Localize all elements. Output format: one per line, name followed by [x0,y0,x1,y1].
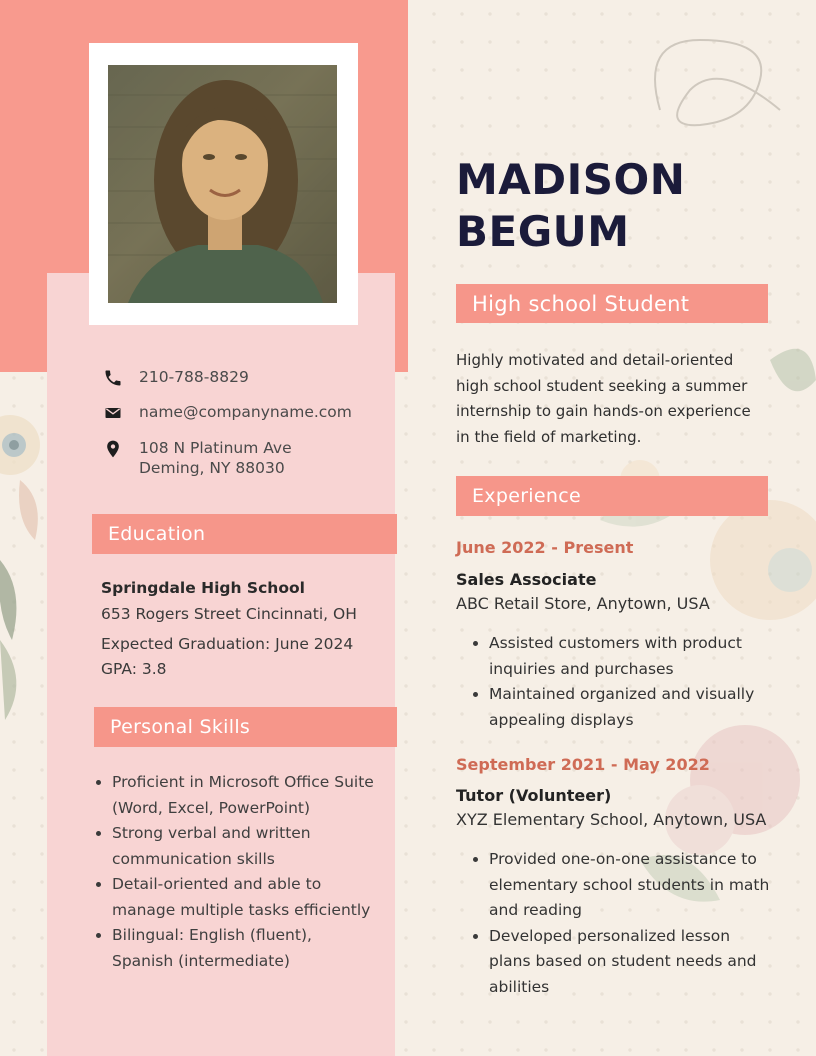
contact-email [103,402,352,423]
email-icon [103,403,123,423]
list-item: Assisted customers with product inquiries and purchases [471,631,771,682]
experience-header: Experience [456,476,768,516]
job-role: Sales Associate [456,570,597,589]
graduation-date: Expected Graduation: June 2024 [101,635,354,653]
first-name: MADISON [456,155,686,204]
contact-address [103,438,292,478]
job-company: XYZ Elementary School, Anytown, USA [456,810,767,829]
job-title: High school Student [456,284,768,323]
job-bullets [471,631,771,733]
job-company: ABC Retail Store, Anytown, USA [456,594,710,613]
candidate-name [456,154,685,258]
profile-photo-frame [89,43,358,325]
profile-photo [108,65,337,303]
skills-header: Personal Skills [94,707,397,747]
location-pin-icon [103,439,123,459]
list-item: Provided one-on-one assistance to elementary school students in math and reading [471,847,771,924]
job-dates: June 2022 - Present [456,538,634,557]
job-dates: September 2021 - May 2022 [456,755,710,774]
list-item: Maintained organized and visually appealing displays [471,682,771,733]
phone-number: 210-788-8829 [139,368,249,386]
address-line-2: Deming, NY 88030 [139,459,285,477]
skills-list [94,770,374,974]
email-address: name@companyname.com [139,403,352,421]
last-name: BEGUM [456,207,630,256]
school-address: 653 Rogers Street Cincinnati, OH [101,605,357,623]
school-name: Springdale High School [101,579,305,597]
phone-icon [103,368,123,388]
list-item: Proficient in Microsoft Office Suite (Word, Excel, PowerPoint) [94,770,374,821]
contact-phone [103,367,249,388]
list-item: Developed personalized lesson plans based on student needs and abilities [471,924,771,1001]
list-item: Detail-oriented and able to manage multiple tasks efficiently [94,872,374,923]
address-line-1: 108 N Platinum Ave [139,439,292,457]
gpa: GPA: 3.8 [101,660,167,678]
summary-text: Highly motivated and detail-oriented high school student seeking a summer internship to gain hands-on experience in the field of marketing. [456,351,751,446]
list-item: Bilingual: English (fluent), Spanish (intermediate) [94,923,374,974]
job-role: Tutor (Volunteer) [456,786,612,805]
job-bullets [471,847,771,1000]
list-item: Strong verbal and written communication skills [94,821,374,872]
education-header: Education [92,514,397,554]
